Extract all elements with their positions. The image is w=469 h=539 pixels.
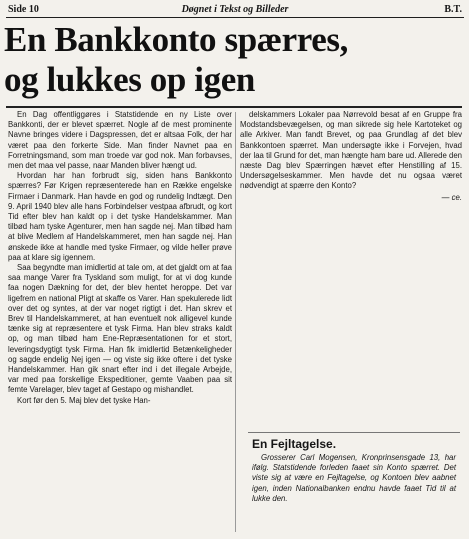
headline-divider (6, 106, 462, 108)
correction-notice (248, 432, 460, 535)
author-signature: — ce. (441, 192, 462, 202)
column-divider (235, 112, 236, 532)
article-paragraph: delskammers Lokaler paa Nørrevold besat af en Gruppe fra Modstandsbevægelsen, og man sikrede sig hele Kartoteket og alle Arkiver. Man fandt Brevet, og paa Grundlag af det blev Bankkontoen spærret. Man undersøgte ikke i Forvejen, hvad der laa til Grund for det, man hængte ham bare ud. Allerede den næste Dag blev Spærringen hævet efter Henstilling af 15. Undersøgelseskammer. Men havde det nu ogsaa været nødvendigt at spærre den Konto? (240, 110, 462, 191)
page-number: Side 10 (8, 4, 39, 15)
notice-body: Grosserer Carl Mogensen, Kronprinsensgade 13, har ifølg. Statstidende forleden faaet sin Konto spærret. Det viste sig at være en Fejltagelse, og Kontoen blev aabnet igen, inden Nationalbanken endnu havde faaet Tid til at lukke den. (252, 453, 456, 503)
page-header (6, 3, 464, 18)
headline-line-1: En Bankkonto spærres, (4, 20, 348, 59)
notice-title: En Fejltagelse. (252, 437, 337, 451)
article-paragraph: Kort før den 5. Maj blev det tyske Han- (17, 395, 151, 405)
article-column-2 (240, 110, 462, 203)
article-headline (4, 20, 466, 100)
section-title: Døgnet i Tekst og Billeder (181, 4, 289, 15)
article-paragraph: Saa begyndte man imidlertid at tale om, at det gjaldt om at faa saa mange Varer fra Tyskland som muligt, for at vi dog kunde faa nogen Dækning for det, der blev hentet heroppe. Det var ligefrem en national Pligt at skaffe os Varer. Han spekulerede lidt over det og syntes, at der var noget rigtigt i det. Han skrev et Brev til Handelskammeret, at han eventuelt nok alligevel kunde tænke sig at repræsentere et tysk Firma. Han blev straks kaldt op, og man tilbød ham Ene-Repræsentationen for et stort, leveringsdygtigt tysk Firma. Han fik imidlertid Betænkeligheder og sagde endelig Nej igen — og viste sig ikke oftere i det tyske Handelskammer. Han gik snart efter ind i det illegale Arbejde, var med paa forskellige Ekspeditioner, gemte Vaaben paa sit femte Varelager, blev taget af Gestapo og mishandlet. (8, 263, 232, 395)
headline-line-2: og lukkes op igen (4, 60, 255, 99)
article-paragraph: Hvordan har han forbrudt sig, siden hans Bankkonto spærres? Før Krigen repræsenterede han en Række engelske Firmaer i Danmark. Han havde en god og rundelig Indtægt. Den 9. April 1940 blev alle hans Forbindelser vestpaa afbrudt, og kort Tid efter blev han kaldt op i det tyske Handelskammer. Man tilbød ham tyske Agenturer, men han sagde nej. Man tilbød ham at blive Medlem af Handelskammeret, men han sagde nej. Han ønskede ikke at handle med tyske Firmaer, og vilde heller prøve paa at klare sig igennem. (8, 171, 232, 262)
article-paragraph: En Dag offentliggøres i Statstidende en ny Liste over Bankkonti, der er blevet spærret. Nogle af de mest prominente Navne bringes videre i Dagspressen, det er altsaa Folk, der har været paa den forkerte Side. Man finder Navnet paa en Forretningsmand, som man troede var god nok. Man forbavses, men det maa vel passe, naar Manden bliver hængt ud. (8, 110, 232, 171)
article-column-1 (8, 110, 232, 406)
newspaper-name: B.T. (444, 4, 462, 15)
